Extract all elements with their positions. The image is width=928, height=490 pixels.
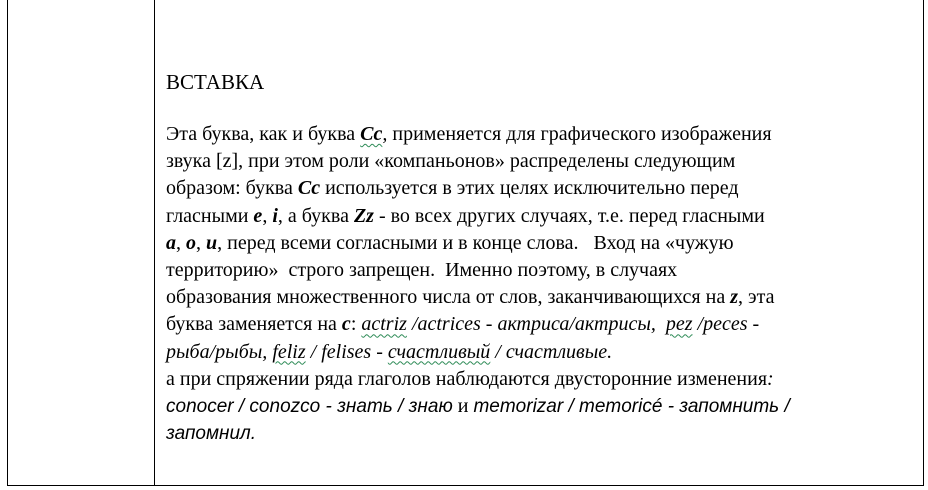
section-heading: ВСТАВКА xyxy=(166,70,265,94)
text-run: / счастливые. xyxy=(490,340,613,363)
text-run: a xyxy=(166,231,176,254)
text-run: гласными xyxy=(166,204,254,227)
body-paragraph xyxy=(166,121,916,447)
text-run: образования множественного числа от слов, заканчивающихся на xyxy=(166,286,731,309)
text-run: i xyxy=(272,204,278,227)
paragraph-line xyxy=(166,420,916,447)
text-run: /actrices - актриса/актрисы, xyxy=(406,313,666,336)
paragraph-line xyxy=(166,203,916,230)
text-run: : xyxy=(350,313,362,336)
text-run: применяется для графического изображения xyxy=(387,123,772,145)
text-run: / felises - xyxy=(305,340,388,363)
text-run: и xyxy=(452,394,474,417)
text-run: , а буква xyxy=(277,204,354,227)
text-run: Cc xyxy=(360,123,383,145)
text-run: используется в этих целях исключительно перед xyxy=(320,177,739,200)
text-run: запомнил. xyxy=(166,423,257,445)
text-run: memorizar / memoricé - запомнить / xyxy=(473,395,790,417)
text-run: z xyxy=(730,286,739,309)
paragraph-line xyxy=(166,339,916,366)
text-run: : xyxy=(767,367,774,390)
text-run: actriz xyxy=(361,313,407,336)
text-run: u xyxy=(206,231,218,254)
text-run: Zz xyxy=(353,204,374,227)
text-run: conocer / conozco - знать / знаю xyxy=(166,395,453,417)
text-run: , эта xyxy=(738,286,775,309)
text-run: буква заменяется на xyxy=(166,313,342,336)
paragraph-line xyxy=(166,121,916,148)
text-run: , xyxy=(382,123,388,145)
text-run: e xyxy=(253,204,263,227)
text-run: , xyxy=(262,204,273,227)
table-border-left xyxy=(7,0,8,486)
paragraph-line xyxy=(166,311,916,338)
text-run: образом: буква xyxy=(166,177,298,200)
text-run: рыба/рыбы, xyxy=(166,340,273,363)
table-column-divider xyxy=(154,0,155,486)
text-run: Эта буква, как и буква xyxy=(166,123,361,145)
text-run: а при спряжении ряда глаголов наблюдаются двусторонние изменения xyxy=(166,367,768,390)
paragraph-line xyxy=(166,257,916,284)
text-run: , xyxy=(196,231,206,254)
text-run: feliz xyxy=(272,340,306,363)
text-run: pez xyxy=(665,313,693,336)
text-run: Cc xyxy=(297,177,321,200)
text-run: , перед всеми согласными и в конце слова. Вход на «чужую xyxy=(217,231,734,254)
text-run: , xyxy=(176,231,186,254)
table-border-right xyxy=(923,0,924,486)
text-run: /peces - xyxy=(692,313,760,336)
paragraph-line xyxy=(166,148,916,175)
paragraph-line xyxy=(166,393,916,420)
paragraph-line xyxy=(166,366,916,393)
text-run: звука [z], при этом роли «компаньонов» распределены следующим xyxy=(166,150,736,173)
paragraph-line xyxy=(166,284,916,311)
paragraph-line xyxy=(166,230,916,257)
text-run: - во всех других случаях, т.е. перед гласными xyxy=(373,204,765,227)
text-run: счастливый xyxy=(387,340,491,363)
text-run: o xyxy=(186,231,196,254)
text-run: c xyxy=(341,313,351,336)
text-run: территорию» строго запрещен. Именно поэтому, в случаях xyxy=(166,258,678,281)
paragraph-line xyxy=(166,175,916,202)
table-cell-content xyxy=(166,0,918,486)
